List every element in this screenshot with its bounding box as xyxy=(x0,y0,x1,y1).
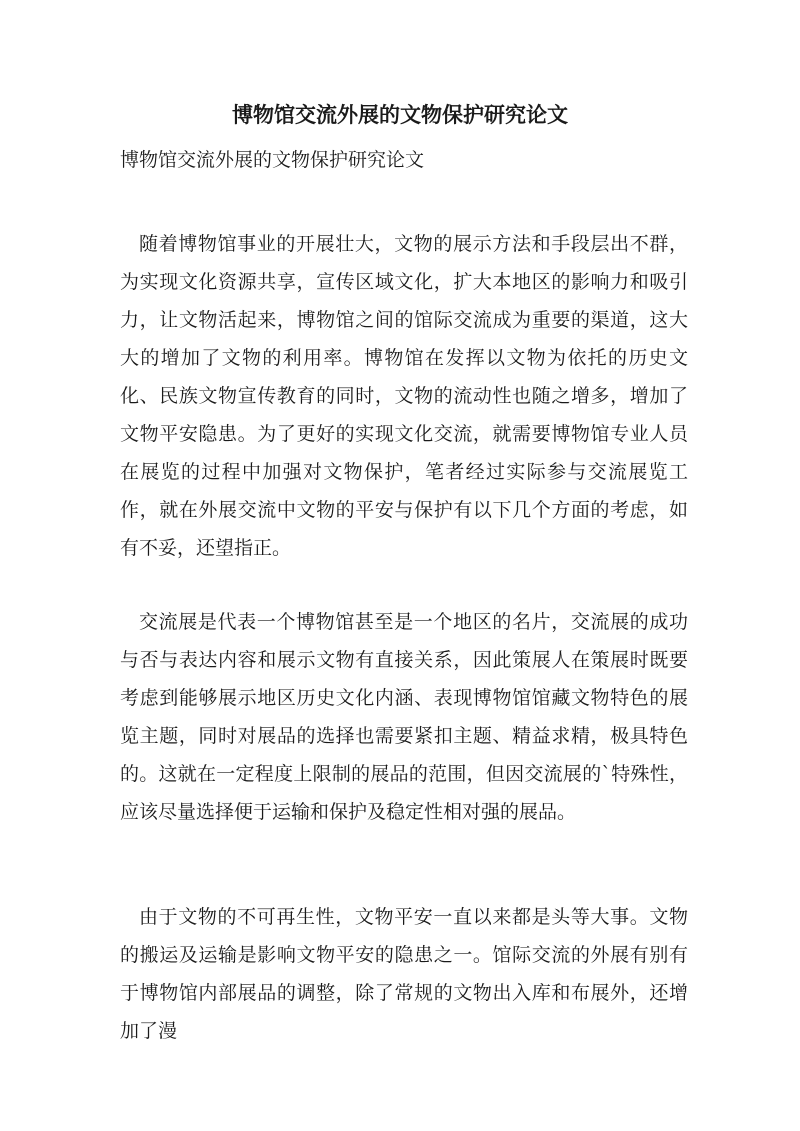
paragraph-2: 交流展是代表一个博物馆甚至是一个地区的名片，交流展的成功与否与表达内容和展示文物有直接关系，因此策展人在策展时既要考虑到能够展示地区历史文化内涵、表现博物馆馆藏文物特色的展览主题，同时对展品的选择也需要紧扣主题、精益求精，极具特色的。这就在一定程度上限制的展品的范围，但因交流展的`特殊性，应该尽量选择便于运输和保护及稳定性相对强的展品。 xyxy=(120,611,688,823)
document-subtitle: 博物馆交流外展的文物保护研究论文 xyxy=(120,149,425,171)
paragraph-1: 随着博物馆事业的开展壮大，文物的展示方法和手段层出不群，为实现文化资源共享，宣传区域文化，扩大本地区的影响力和吸引力，让文物活起来，博物馆之间的馆际交流成为重要的渠道，这大大的增加了文物的利用率。博物馆在发挥以文物为依托的历史文化、民族文物宣传教育的同时，文物的流动性也随之增多，增加了文物平安隐患。为了更好的实现文化交流，就需要博物馆专业人员在展览的过程中加强对文物保护，笔者经过实际参与交流展览工作，就在外展交流中文物的平安与保护有以下几个方面的考虑，如有不妥，还望指正。 xyxy=(120,233,688,559)
paragraph-3: 由于文物的不可再生性，文物平安一直以来都是头等大事。文物的搬运及运输是影响文物平安的隐患之一。馆际交流的外展有别有于博物馆内部展品的调整，除了常规的文物出入库和布展外，还增加了漫 xyxy=(120,906,688,1042)
document-title: 博物馆交流外展的文物保护研究论文 xyxy=(232,102,568,127)
